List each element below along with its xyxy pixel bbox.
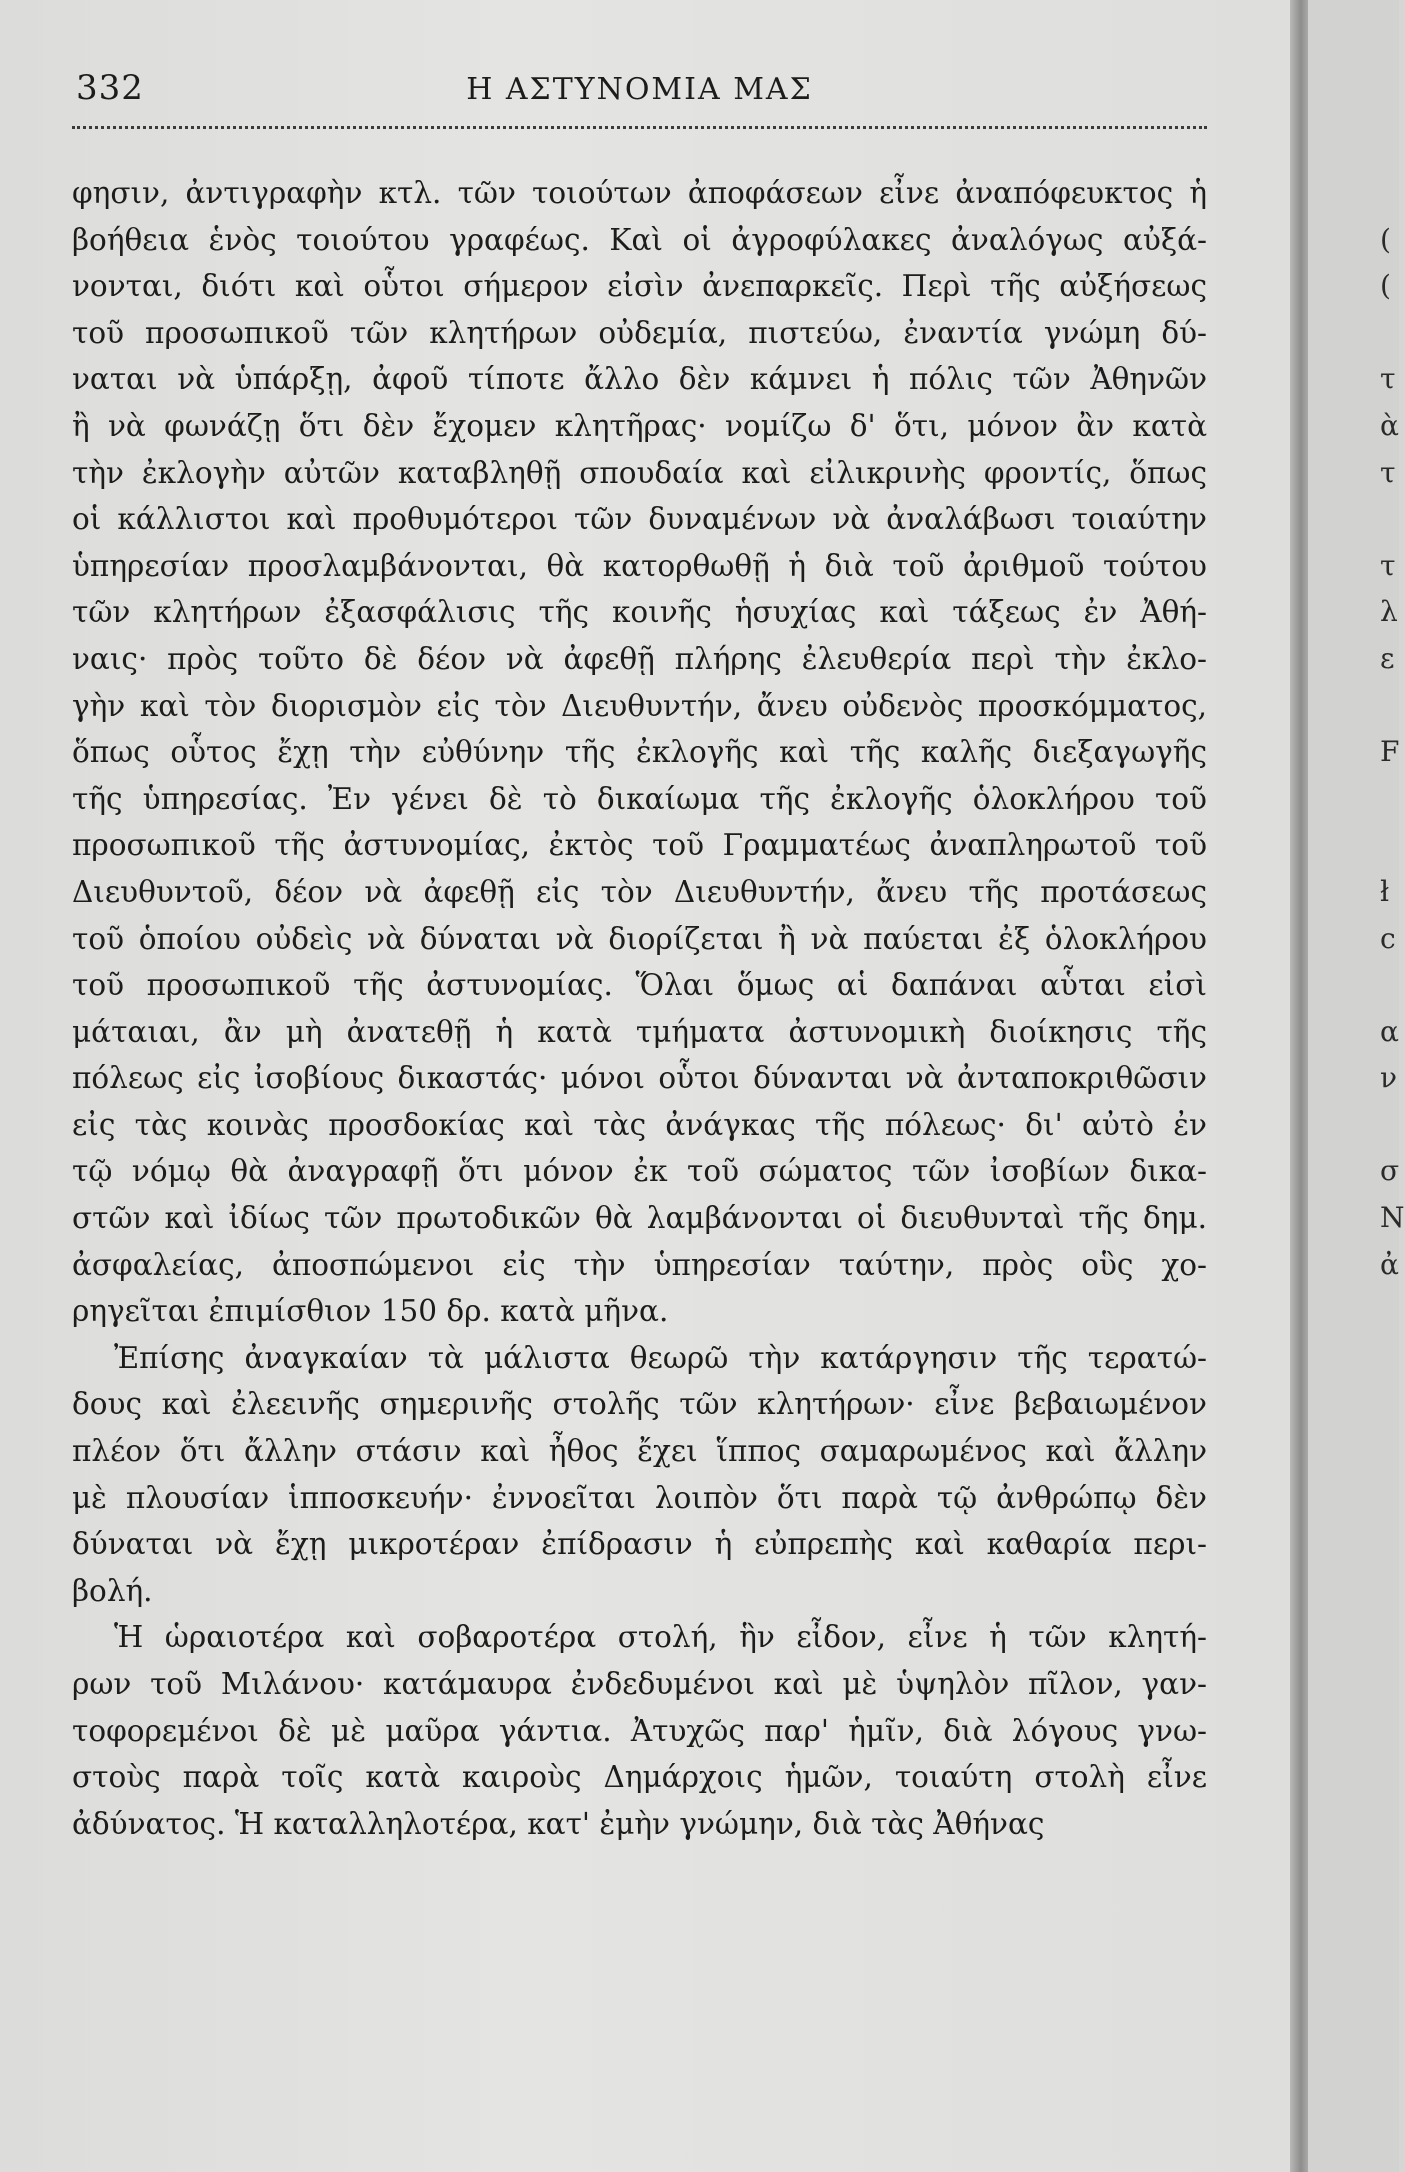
text-line: στοὺς παρὰ τοῖς κατὰ καιροὺς Δημάρχοις ἡμῶν, τοιαύτη στολὴ εἶνε — [72, 1760, 1207, 1795]
text-line: γὴν καὶ τὸν διορισμὸν εἰς τὸν Διευθυντήν, ἄνευ οὐδενὸς προσκόμματος, — [72, 688, 1207, 723]
text-line: νονται, διότι καὶ οὗτοι σήμερον εἰσὶν ἀνεπαρκεῖς. Περὶ τῆς αὐξήσεως — [72, 269, 1207, 304]
edge-char — [1380, 683, 1399, 730]
text-line: ναις· πρὸς τοῦτο δὲ δέον νὰ ἀφεθῇ πλήρης ἐλευθερία περὶ τὴν ἐκλο- — [72, 641, 1207, 676]
edge-char: ( — [1380, 269, 1391, 303]
text-line: τῷ νόμῳ θὰ ἀναγραφῇ ὅτι μόνον ἐκ τοῦ σώματος τῶν ἰσοβίων δικα- — [72, 1154, 1207, 1189]
edge-char: σ — [1380, 1154, 1400, 1188]
text-line: τοῦ προσωπικοῦ τῶν κλητήρων οὐδεμία, πιστεύω, ἐναντία γνώμη δύ- — [72, 315, 1207, 350]
text-line: πόλεως εἰς ἰσοβίους δικαστάς· μόνοι οὗτοι δύνανται νὰ ἀνταποκριθῶσιν — [72, 1061, 1207, 1096]
edge-char: τ — [1380, 548, 1396, 582]
text-line: ρων τοῦ Μιλάνου· κατάμαυρα ἐνδεδυμένοι καὶ μὲ ὑψηλὸν πῖλον, γαν- — [72, 1667, 1207, 1701]
text-line: ἢ νὰ φωνάζῃ ὅτι δὲν ἔχομεν κλητῆρας· νομίζω δ' ὅτι, μόνον ἂν κατὰ — [72, 408, 1207, 443]
edge-char: F — [1380, 735, 1400, 769]
text-line: βοήθεια ἑνὸς τοιούτου γραφέως. Καὶ οἱ ἀγροφύλακες ἀναλόγως αὐξά- — [72, 222, 1207, 257]
text-line: εἰς τὰς κοινὰς προσδοκίας καὶ τὰς ἀνάγκας τῆς πόλεως· δι' αὐτὸ ἐν — [72, 1107, 1207, 1142]
text-line: οἱ κάλλιστοι καὶ προθυμότεροι τῶν δυναμένων νὰ ἀναλάβωσι τοιαύτην — [72, 502, 1207, 537]
edge-char: ε — [1380, 641, 1395, 675]
book-gutter — [1290, 0, 1308, 2172]
edge-char — [1380, 170, 1399, 217]
edge-char: τ — [1380, 362, 1396, 396]
running-title: Η ΑΣΤΥΝΟΜΙΑ ΜΑΣ — [466, 72, 813, 107]
text-line: Διευθυντοῦ, δέον νὰ ἀφεθῇ εἰς τὸν Διευθυντήν, ἄνευ τῆς προτάσεως — [72, 874, 1207, 909]
edge-char: c — [1380, 921, 1396, 955]
text-line: βολή. — [72, 1573, 153, 1608]
text-line: φησιν, ἀντιγραφὴν κτλ. τῶν τοιούτων ἀποφάσεων εἶνε ἀναπόφευκτος ἡ — [72, 176, 1207, 210]
text-line: πλέον ὅτι ἄλλην στάσιν καὶ ἦθος ἔχει ἵππος σαμαρωμένος καὶ ἄλλην — [72, 1434, 1207, 1469]
text-line: μάταιαι, ἂν μὴ ἀνατεθῇ ἡ κατὰ τμήματα ἀστυνομικὴ διοίκησις τῆς — [72, 1014, 1207, 1049]
text-line: μὲ πλουσίαν ἱπποσκευήν· ἐννοεῖται λοιπὸν ὅτι παρὰ τῷ ἀνθρώπῳ δὲν — [72, 1480, 1207, 1515]
edge-char: τ — [1380, 455, 1396, 489]
text-line: Ἡ ὡραιοτέρα καὶ σοβαροτέρα στολή, ἣν εἶδον, εἶνε ἡ τῶν κλητή- — [114, 1620, 1207, 1655]
text-line: προσωπικοῦ τῆς ἀστυνομίας, ἐκτὸς τοῦ Γραμματέως ἀναπληρωτοῦ τοῦ — [72, 828, 1207, 863]
edge-char: ἀ — [1380, 1247, 1399, 1281]
edge-char: λ — [1380, 595, 1398, 629]
page-number: 332 — [76, 68, 144, 108]
text-line: τοῦ προσωπικοῦ τῆς ἀστυνομίας. Ὅλαι ὅμως αἱ δαπάναι αὗται εἰσὶ — [72, 968, 1207, 1003]
text-line: τοῦ ὁποίου οὐδεὶς νὰ δύναται νὰ διορίζεται ἢ νὰ παύεται ἐξ ὁλοκλήρου — [72, 921, 1207, 956]
text-line: τῶν κλητήρων ἐξασφάλισις τῆς κοινῆς ἡσυχίας καὶ τάξεως ἐν Ἀθή- — [72, 595, 1207, 630]
text-line: στῶν καὶ ἰδίως τῶν πρωτοδικῶν θὰ λαμβάνονται οἱ διευθυνταὶ τῆς δημ. — [72, 1201, 1207, 1236]
edge-char — [1380, 822, 1399, 869]
page-header — [72, 62, 1207, 122]
edge-char — [1380, 1102, 1399, 1149]
edge-char — [1380, 776, 1399, 823]
edge-char — [1380, 962, 1399, 1009]
edge-char: ὰ — [1380, 408, 1399, 442]
edge-char: Ν — [1380, 1201, 1405, 1235]
body-text — [72, 170, 1207, 1847]
edge-char — [1380, 310, 1399, 357]
header-rule — [72, 126, 1207, 129]
text-line: τὴν ἐκλογὴν αὐτῶν καταβληθῇ σπουδαία καὶ εἰλικρινὴς φροντίς, ὅπως — [72, 455, 1207, 490]
text-line: δους καὶ ἐλεεινῆς σημερινῆς στολῆς τῶν κλητήρων· εἶνε βεβαιωμένον — [72, 1387, 1207, 1422]
text-line: τοφορεμένοι δὲ μὲ μαῦρα γάντια. Ἀτυχῶς παρ' ἡμῖν, διὰ λόγους γνω- — [72, 1713, 1207, 1748]
text-line: ἀσφαλείας, ἀποσπώμενοι εἰς τὴν ὑπηρεσίαν ταύτην, πρὸς οὓς χο- — [72, 1247, 1207, 1282]
text-line: ὑπηρεσίαν προσλαμβάνονται, θὰ κατορθωθῇ ἡ διὰ τοῦ ἀριθμοῦ τούτου — [72, 548, 1207, 583]
text-line: ὅπως οὗτος ἔχῃ τὴν εὐθύνην τῆς ἐκλογῆς καὶ τῆς καλῆς διεξαγωγῆς — [72, 735, 1207, 770]
text-line: Ἐπίσης ἀναγκαίαν τὰ μάλιστα θεωρῶ τὴν κατάργησιν τῆς τερατώ- — [114, 1340, 1207, 1375]
text-line: ρηγεῖται ἐπιμίσθιον 150 δρ. κατὰ μῆνα. — [72, 1294, 669, 1329]
adjacent-page-text-fragment — [1380, 170, 1405, 1288]
edge-char — [1380, 496, 1399, 543]
edge-char: ν — [1380, 1061, 1398, 1095]
edge-char: α — [1380, 1014, 1399, 1048]
edge-char: ł — [1380, 874, 1390, 908]
text-line: ναται νὰ ὑπάρξῃ, ἀφοῦ τίποτε ἄλλο δὲν κάμνει ἡ πόλις τῶν Ἀθηνῶν — [72, 362, 1207, 397]
text-line: δύναται νὰ ἔχῃ μικροτέραν ἐπίδρασιν ἡ εὐπρεπὴς καὶ καθαρία περι- — [72, 1527, 1207, 1562]
text-line: τῆς ὑπηρεσίας. Ἐν γένει δὲ τὸ δικαίωμα τῆς ἐκλογῆς ὁλοκλήρου τοῦ — [72, 781, 1207, 816]
edge-char: ( — [1380, 222, 1391, 256]
text-line: ἀδύνατος. Ἡ καταλληλοτέρα, κατ' ἐμὴν γνώμην, διὰ τὰς Ἀθήνας — [72, 1806, 1045, 1841]
